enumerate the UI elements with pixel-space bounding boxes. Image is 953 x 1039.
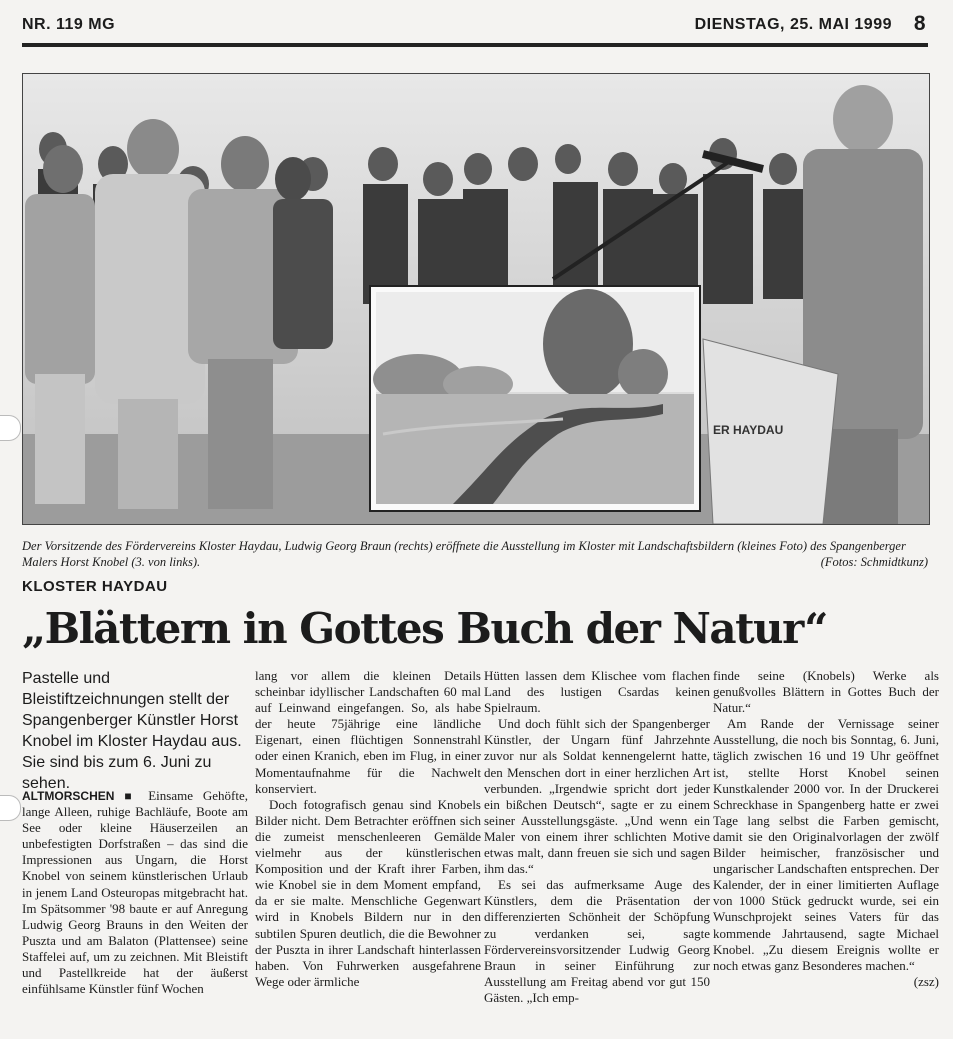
punch-hole [0,795,21,821]
issue-number: NR. 119 MG [22,16,116,33]
author-signature: (zsz) [913,973,939,989]
caption-text: Der Vorsitzende des Fördervereins Kloster Haydau, Ludwig Georg Braun (rechts) eröffnete die Ausstellung im Kloster mit Landschaftsbildern (kleines Foto) des Spangenberger Malers Horst Knobel (3. von links). [22,539,906,569]
article-column-1 [22,788,248,1039]
punch-hole [0,415,21,441]
teaser: Pastelle und Bleistiftzeichnungen stellt der Spangenberger Künstler Horst Knobel im Kloster Haydau aus. Sie sind bis zum 6. Juni zu sehen. [22,670,242,792]
article-paragraph: lang vor allem die kleinen Details scheinbar idyllischer Landschaften 60 mal auf Leinwand eingefangen. So, als habe der heute 75jährige eine ländliche Eigenart, einen flüchtigen Sonnenstrahl oder einen Kranich, eben im Flug, in einer Momentaufnahme für die Nachwelt konserviert. [255,668,481,796]
article-paragraph: Und doch fühlt sich der Spangenberger Künstler, der Ungarn fünf Jahrzehnte zuvor nur als Soldat kennengelernt hatte, den Menschen dort in einer herzlichen Art verbunden. „Irgendwie spricht dort jeder ein bißchen Deutsch“, sagte er zu einem seiner Ausstellungsgäste. „Und wenn ein Maler von einem ihrer schlichten Motive etwas malt, dann freuen sie sich und sagen ihm das.“ [484,716,710,877]
masthead [22,14,928,40]
photo-credit: (Fotos: Schmidtkunz) [820,555,928,569]
landscape-painting-inset [370,286,700,511]
article-paragraph [713,716,939,989]
article-paragraph: Doch fotografisch genau sind Knobels Bilder nicht. Dem Betrachter eröffnen sich die zumeist menschenleeren Gemälde vielmehr aus der künstlerischen Komposition und der Kraft ihrer Farben, wie Knobel sie in dem Moment empfand, da er sie malte. Menschliche Gegenwart wird in Knobels Bildern nur in den subtilen Spuren deutlich, die die Bewohner der Puszta in ihrer Landschaft hinterlassen haben. Von Fuhrwerken ausgefahrene Wege oder ärmliche [255,796,481,989]
article-paragraph: Es sei das aufmerksame Auge des Künstlers, dem die Präsentation der differenzierten Schönheit der Schöpfung zu verdanken sei, sagte Fördervereinsvorsitzender Ludwig Georg Braun in seiner Einführung zur Ausstellung am Freitag abend vor gut 150 Gästen. „Ich emp- [484,877,710,1005]
article-paragraph: Hütten lassen dem Klischee vom flachen Land des lustigen Csardas keinen Spielraum. [484,668,710,716]
masthead-rule [22,43,928,47]
article-paragraph: finde seine (Knobels) Werke als genußvolles Blättern in Gottes Buch der Natur.“ [713,668,939,716]
headline: „Blättern in Gottes Buch der Natur“ [22,604,827,653]
page-number: 8 [913,12,926,35]
main-photo [22,73,930,525]
article-column-2 [255,668,481,1039]
issue-date: DIENSTAG, 25. MAI 1999 [694,16,892,33]
article-column-4 [713,668,939,1039]
article-paragraph-text: Am Rande der Vernissage seiner Ausstellung, die noch bis Sonntag, 6. Juni, täglich zwischen 16 und 19 Uhr geöffnet ist, stellte Horst Knobel seinen Kunstkalender 2000 vor. In der Druckerei Schreckhase in Spangenberg hatte er zwei Tage lang selbst die Farben gemischt, damit sie den Originalvorlagen der zwölf Bilder heimischer, französischer und ungarischer Landschaften entsprechen. Der Kalender, der in einer limitierten Auflage von 1000 Stück gedruckt wurde, sei ein Wunschprojekt seines Vaters für das kommende Jahrtausend, sagte Michael Knobel. „Zu diesem Ereignis wollte er noch etwas ganz Besonderes machen.“ [713,716,939,973]
kicker: KLOSTER HAYDAU [22,578,168,595]
lectern-sign: ER HAYDAU [713,423,784,437]
exhibition-photo-illustration [23,74,929,524]
photo-caption [22,538,928,570]
dateline: ALTMORSCHEN ■ [22,789,139,803]
article-paragraph: Einsame Gehöfte, lange Alleen, ruhige Bachläufe, Boote am See oder kleine Häuserzeilen an unbefestigten Dorfstraßen – das sind die Impressionen aus Ungarn, die Horst Knobel von seinem künstlerischen Urlaub in jenem Land Osteuropas mitgebracht hat. Im Spätsommer '98 baute er auf Anregung Ludwig Georg Brauns in den Weiten der Puszta und am Balaton (Plattensee) seine Staffelei auf, um zu zeichnen. Mit Bleistift und Pastellkreide hat der äußerst einfühlsame Künstler fünf Wochen [22,788,248,997]
article-column-3 [484,668,710,1039]
